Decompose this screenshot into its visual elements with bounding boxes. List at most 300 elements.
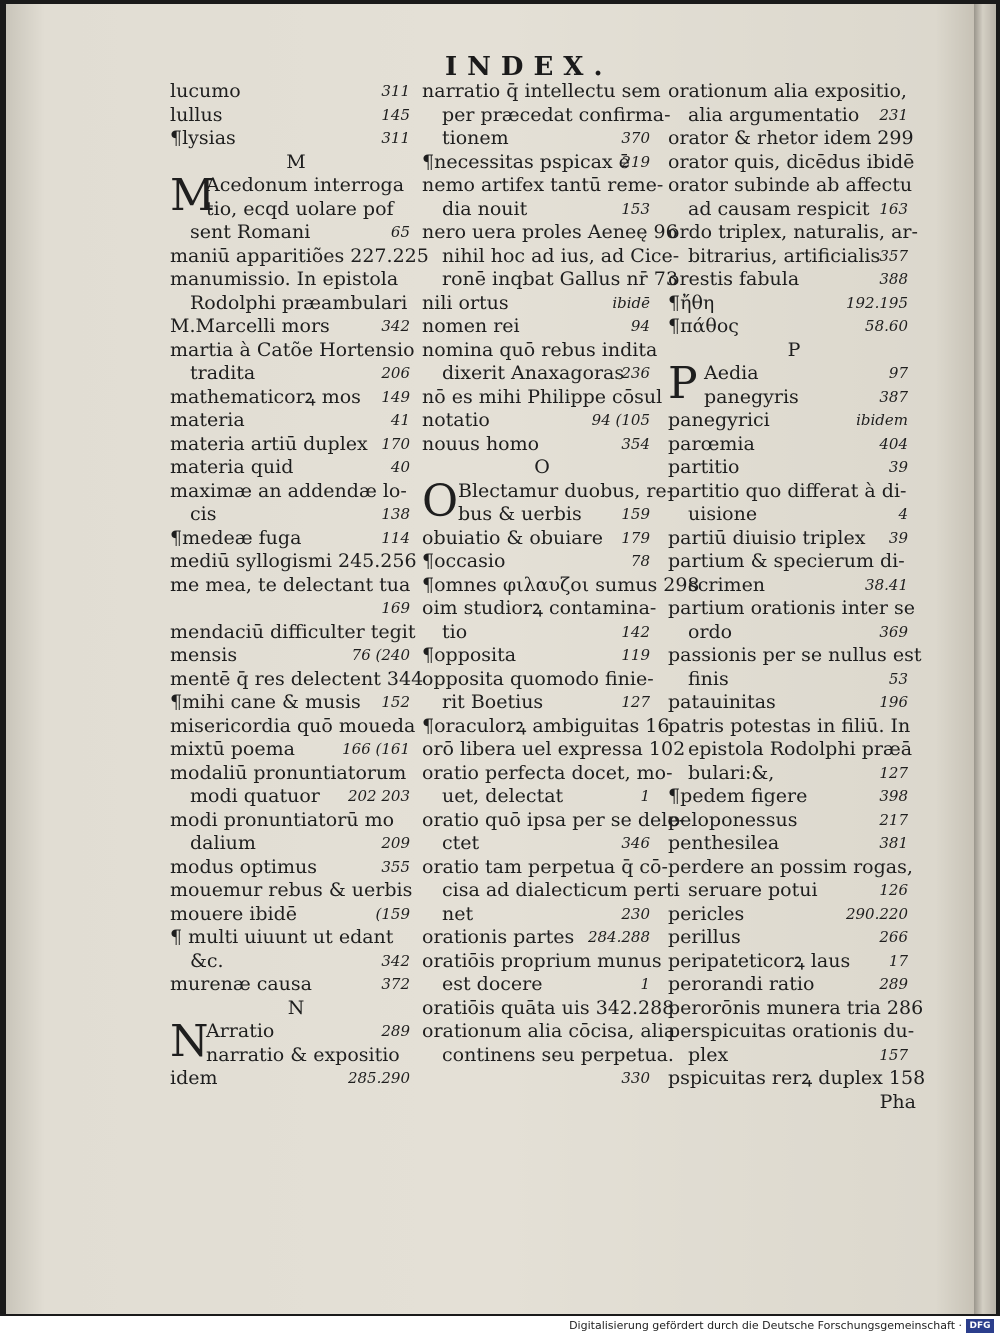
page-reference: 202 203	[347, 787, 410, 805]
index-entry	[422, 198, 662, 222]
entry-text: Acedonum interroga	[206, 174, 405, 196]
entry-text: Aedia	[704, 362, 759, 384]
page-reference: 346	[621, 834, 650, 852]
index-entry	[422, 597, 662, 621]
index-entry	[422, 292, 662, 316]
entry-text: modi pronuntiatorū mo	[170, 808, 395, 831]
entry-text: panegyris	[704, 385, 799, 408]
page-reference: 152	[381, 693, 410, 711]
entry-text: orationum alia expositio,	[668, 80, 907, 102]
entry-text: tradita	[190, 362, 256, 384]
entry-text: mathematicorꝝ mos	[170, 385, 361, 408]
entry-text: ¶ multi uiuunt ut edant	[170, 926, 394, 948]
entry-text: mediū syllogismi 245.256	[170, 550, 417, 572]
index-entry	[668, 715, 920, 739]
index-entry	[668, 1067, 926, 1091]
index-entry	[422, 644, 662, 668]
index-entry	[422, 1067, 662, 1091]
entry-text: bus & uerbis	[458, 503, 582, 525]
page-reference: 357	[879, 246, 908, 265]
index-entry	[668, 433, 920, 457]
page-reference: 1	[640, 787, 650, 805]
index-entry	[422, 855, 668, 880]
index-entry	[422, 973, 662, 997]
entry-text: nō es mihi Philippe cōsul	[422, 385, 663, 408]
page-reference: 157	[879, 1045, 908, 1064]
dfg-logo: DFG	[966, 1319, 994, 1333]
index-entry	[170, 1067, 422, 1091]
index-entry	[170, 104, 422, 128]
index-entry	[170, 198, 422, 222]
entry-text: oratiōis proprium munus	[422, 949, 662, 972]
index-entry	[170, 339, 422, 363]
index-entry	[422, 691, 662, 715]
entry-text: bulari:&,	[688, 761, 775, 784]
index-entry	[668, 151, 920, 175]
index-entry	[422, 996, 675, 1021]
page-reference: 284.288	[587, 928, 650, 946]
index-entry	[170, 480, 422, 504]
entry-text: orationum alia cōcisa, alia	[422, 1020, 676, 1042]
index-entry	[170, 856, 422, 880]
index-entry	[668, 785, 920, 809]
index-entry	[422, 668, 662, 692]
entry-text: materia quid	[170, 456, 294, 478]
entry-text: Rodolphi præambulari	[190, 291, 408, 314]
page-reference: 119	[621, 646, 650, 664]
index-entry	[668, 292, 920, 316]
entry-text: manumissio. In epistola	[170, 268, 399, 290]
page-reference: 127	[879, 763, 908, 782]
entry-text: tio	[442, 620, 468, 643]
index-entry	[170, 691, 422, 715]
entry-text: oim studiorꝝ contamina-	[422, 597, 657, 619]
page-reference: 381	[879, 834, 908, 852]
entry-text: dia nouit	[442, 197, 528, 220]
index-entry	[668, 198, 920, 222]
entry-text: est docere	[442, 973, 543, 995]
entry-text: materia	[170, 409, 245, 431]
entry-text: materia artiū duplex	[170, 432, 368, 455]
entry-text: orator & rhetor idem 299	[668, 127, 914, 149]
index-entry	[170, 644, 422, 668]
index-entry	[422, 80, 662, 104]
index-entry	[668, 926, 920, 950]
drop-cap: M	[170, 170, 216, 221]
entry-text: ¶necessitas pspicax ē	[422, 150, 630, 173]
index-entry	[422, 879, 680, 903]
entry-text: nero uera proles Aeneę 96	[422, 221, 678, 243]
page-reference: 311	[381, 129, 410, 147]
index-entry	[668, 174, 920, 198]
index-entry	[170, 621, 422, 645]
index-entry	[668, 691, 920, 715]
entry-text: tionem	[442, 127, 509, 149]
entry-text: ctet	[442, 832, 480, 854]
index-entry	[170, 903, 422, 927]
index-entry	[170, 926, 422, 950]
index-entry	[422, 903, 662, 927]
entry-text: obuiatio & obuiare	[422, 526, 603, 549]
index-entry	[668, 668, 920, 692]
entry-text: mentē q̄ res delectent 344	[170, 667, 424, 690]
page-reference: 142	[621, 622, 650, 641]
index-entry	[170, 879, 422, 903]
entry-text: orestis fabula	[668, 268, 800, 290]
entry-text: plex	[688, 1043, 729, 1066]
index-entry	[668, 315, 920, 339]
page-reference: 230	[621, 904, 650, 923]
entry-text: perorōnis munera tria 286	[668, 996, 924, 1019]
page-reference: 40	[390, 458, 410, 476]
entry-text: me mea, te delectant tua	[170, 573, 411, 596]
index-entry	[170, 738, 422, 762]
entry-text: nihil hoc ad ius, ad Cice-	[442, 244, 680, 267]
index-entry	[668, 973, 920, 997]
entry-text: modi quatuor	[190, 785, 320, 807]
index-entry	[668, 879, 920, 903]
entry-text: ¶occasio	[422, 550, 506, 572]
page-reference: 387	[879, 387, 908, 406]
index-entry	[668, 503, 920, 527]
section-letter	[668, 339, 920, 363]
index-entry	[422, 268, 678, 292]
index-entry	[422, 386, 662, 410]
entry-text: uisione	[688, 503, 758, 525]
entry-text: modaliū pronuntiatorum	[170, 761, 407, 784]
index-entry	[422, 151, 662, 175]
index-entry	[668, 950, 920, 974]
entry-text: partitio	[668, 456, 740, 478]
entry-text: &c.	[190, 949, 224, 972]
index-entry	[170, 668, 422, 692]
index-entry	[170, 950, 422, 974]
entry-text: martia à Catõe Hortensio	[170, 338, 415, 361]
entry-text: ad causam respicit	[688, 197, 870, 220]
index-entry	[170, 268, 422, 292]
page-reference: 153	[621, 199, 650, 218]
index-entry	[422, 527, 662, 551]
entry-text: murenæ causa	[170, 973, 312, 995]
entry-text: M	[286, 150, 306, 173]
index-entry	[422, 244, 680, 269]
page-reference: 170	[381, 434, 410, 453]
index-entry	[422, 127, 662, 151]
page-reference: 289	[381, 1022, 410, 1040]
entry-text: ¶πάθος	[668, 315, 739, 337]
entry-text: orationis partes	[422, 926, 575, 948]
entry-text: per præcedat confirma-	[442, 103, 671, 126]
index-entry	[668, 574, 920, 598]
index-entry	[668, 480, 920, 504]
entry-text: orator subinde ab affectu	[668, 174, 913, 196]
entry-text: ordo triplex, naturalis, ar-	[668, 221, 918, 243]
entry-text: orator quis, dicēdus ibidē	[668, 150, 915, 173]
drop-cap: P	[668, 358, 698, 409]
index-entry	[422, 1020, 676, 1044]
drop-cap: O	[422, 475, 459, 527]
entry-text: perillus	[668, 926, 741, 948]
page-reference: 1	[640, 975, 650, 993]
index-entry	[668, 809, 920, 833]
entry-text: idem	[170, 1067, 218, 1089]
entry-text: perorandi ratio	[668, 973, 815, 995]
entry-text: epistola Rodolphi præā	[688, 738, 913, 760]
page-reference: 219	[621, 152, 650, 171]
index-entry	[422, 738, 686, 762]
entry-text: mensis	[170, 644, 238, 666]
entry-text: narratio q̄ intellectu sem	[422, 80, 661, 102]
index-entry	[170, 785, 422, 809]
page-reference: 370	[621, 129, 650, 147]
entry-text: N	[287, 996, 305, 1019]
entry-text: bitrarius, artificialis	[688, 244, 881, 267]
page-reference: ibidem	[856, 411, 908, 429]
page-reference: 159	[621, 505, 650, 523]
index-entry	[668, 127, 920, 151]
entry-text: cis	[190, 503, 217, 525]
entry-text: cisa ad dialecticum perti	[442, 879, 680, 901]
entry-text: scrimen	[688, 573, 766, 596]
page-reference: 266	[879, 928, 908, 946]
page-reference: 127	[621, 693, 650, 711]
entry-text: lucumo	[170, 80, 241, 102]
entry-text: mixtū poema	[170, 738, 295, 760]
entry-text: partitio quo differat à di-	[668, 479, 907, 502]
digitization-footer	[0, 1316, 1000, 1337]
index-entry	[668, 621, 920, 645]
page-reference: 163	[879, 199, 908, 218]
page-reference: 145	[381, 105, 410, 124]
entry-text: pspicuitas rerꝝ duplex 158	[668, 1067, 926, 1089]
index-entry	[668, 644, 920, 668]
page-reference: 76 (240	[351, 646, 410, 664]
entry-text: nomina quō rebus indita	[422, 338, 658, 361]
entry-text: nili ortus	[422, 291, 509, 314]
page-reference: 217	[879, 810, 908, 829]
entry-text: partiū diuisio triplex	[668, 526, 866, 549]
entry-text: peloponessus	[668, 808, 798, 831]
entry-text: alia argumentatio	[688, 103, 860, 126]
index-entry	[668, 903, 920, 927]
entry-text: patauinitas	[668, 691, 776, 713]
page-reference: 398	[879, 787, 908, 805]
entry-text: partium orationis inter se	[668, 597, 915, 619]
page-reference: 126	[879, 881, 908, 899]
index-entry	[422, 785, 662, 809]
entry-text: ordo	[688, 620, 733, 643]
entry-text: nomen rei	[422, 315, 520, 337]
page-header: INDEX.	[445, 52, 613, 82]
entry-text: rit Boetius	[442, 691, 544, 713]
page-reference: ibidē	[612, 293, 650, 312]
index-entry	[170, 409, 422, 433]
index-entry	[422, 621, 662, 645]
index-entry	[668, 527, 920, 551]
entry-text: dalium	[190, 832, 256, 854]
index-entry	[422, 573, 700, 598]
page-reference: 289	[879, 975, 908, 993]
entry-text: sent Romani	[190, 221, 311, 243]
entry-text: nemo artifex tantū reme-	[422, 174, 664, 196]
page-reference: 169	[381, 599, 410, 617]
page-reference: 94 (105	[591, 411, 650, 429]
index-entry	[170, 809, 422, 833]
entry-text: ¶ἤθη	[668, 291, 715, 314]
index-entry	[668, 456, 920, 480]
page-reference: 196	[879, 693, 908, 711]
entry-text: peripateticorꝝ laus	[668, 949, 851, 972]
page-reference: 114	[381, 528, 410, 547]
page-reference: 39	[888, 458, 908, 476]
entry-text: maximæ an addendæ lo-	[170, 479, 407, 502]
page-reference: 192.195	[845, 293, 908, 312]
page-reference: 209	[381, 834, 410, 852]
page-reference: 65	[390, 223, 410, 241]
page-reference: 355	[381, 857, 410, 876]
entry-text: passionis per se nullus est	[668, 644, 922, 666]
entry-text: Pha	[879, 1090, 916, 1113]
section-letter	[422, 456, 662, 480]
index-entry	[668, 1020, 920, 1044]
page-reference: 166 (161	[342, 740, 410, 758]
page-reference: 206	[381, 364, 410, 382]
index-entry	[170, 386, 422, 410]
entry-text: ¶mihi cane & musis	[170, 691, 361, 713]
index-entry	[422, 174, 662, 198]
entry-text: misericordia quō moueda	[170, 714, 416, 737]
index-entry	[422, 103, 671, 128]
index-entry	[422, 221, 678, 245]
page-edge	[974, 4, 996, 1314]
index-entry	[668, 386, 920, 410]
entry-text: notatio	[422, 409, 490, 431]
index-entry	[170, 762, 422, 786]
entry-text: mouere ibidē	[170, 902, 298, 925]
index-entry	[422, 433, 662, 457]
entry-text: ¶pedem figere	[668, 785, 808, 807]
page-reference: 53	[888, 669, 908, 688]
entry-text: P	[787, 338, 801, 361]
page-reference: 17	[888, 951, 908, 970]
index-entry	[170, 1044, 422, 1068]
index-entry	[422, 761, 673, 786]
index-entry	[170, 527, 422, 551]
index-entry	[170, 574, 422, 598]
index-entry	[170, 80, 422, 104]
index-entry	[668, 762, 920, 786]
entry-text: partium & specierum di-	[668, 550, 905, 572]
page-reference: 138	[381, 505, 410, 523]
entry-text: Blectamur duobus, re-	[458, 479, 674, 502]
index-entry	[668, 832, 920, 856]
index-entry	[170, 832, 422, 856]
index-entry	[422, 503, 662, 527]
page-reference: 369	[879, 622, 908, 641]
page-reference: 38.41	[865, 575, 908, 594]
page-reference: 342	[381, 317, 410, 335]
page-reference: 330	[621, 1069, 650, 1087]
entry-text: net	[442, 902, 474, 925]
index-entry	[170, 973, 422, 997]
page-reference: 179	[621, 528, 650, 547]
entry-text: narratio & expositio	[206, 1043, 400, 1066]
page-reference: 4	[898, 505, 908, 523]
entry-text: oratio tam perpetua q̄ cō-	[422, 855, 668, 878]
index-entry	[668, 268, 920, 292]
index-entry	[668, 80, 920, 104]
entry-text: pericles	[668, 902, 745, 925]
entry-text: opposita quomodo finie-	[422, 667, 654, 690]
index-entry	[170, 362, 422, 386]
index-entry	[170, 244, 429, 269]
entry-text: continens seu perpetua.	[442, 1043, 674, 1066]
page-reference: 231	[879, 105, 908, 124]
entry-text: perdere an possim rogas,	[668, 855, 913, 878]
entry-text: patris potestas in filiū. In	[668, 714, 911, 737]
page-reference: 94	[630, 317, 650, 335]
entry-text: ¶opposita	[422, 644, 517, 666]
entry-text: ¶lysias	[170, 127, 236, 149]
entry-text: maniū apparitiões 227.225	[170, 244, 429, 267]
index-entry	[422, 409, 662, 433]
index-entry	[170, 597, 422, 621]
entry-text: modus optimus	[170, 855, 317, 878]
footer-text: Digitalisierung gefördert durch die Deutsche Forschungsgemeinschaft ·	[569, 1319, 962, 1332]
drop-cap: N	[170, 1016, 209, 1067]
page-reference: 58.60	[865, 317, 908, 335]
entry-text: oratio quō ipsa per se dele-	[422, 808, 685, 831]
index-entry	[422, 315, 662, 339]
entry-text: perspicuitas orationis du-	[668, 1020, 915, 1042]
page-reference: 404	[879, 434, 908, 453]
entry-text: lullus	[170, 103, 223, 126]
entry-text: M.Marcelli mors	[170, 315, 330, 337]
page-reference: 311	[381, 82, 410, 100]
index-entry	[170, 127, 422, 151]
entry-text: Arratio	[206, 1020, 275, 1042]
page-reference: 285.290	[347, 1069, 410, 1087]
index-entry	[170, 433, 422, 457]
index-entry	[668, 245, 920, 269]
entry-text: ¶omnes φιλαυζοι sumus 298	[422, 573, 700, 596]
entry-text: mouemur rebus & uerbis	[170, 879, 413, 901]
page-reference: 41	[390, 411, 410, 429]
index-entry	[422, 339, 662, 363]
entry-text: parœmia	[668, 432, 755, 455]
index-column-3	[668, 80, 926, 1114]
page-reference: 372	[381, 975, 410, 993]
index-entry	[170, 292, 422, 316]
index-entry	[170, 550, 422, 574]
page-reference: 354	[621, 434, 650, 453]
index-entry	[422, 1043, 674, 1068]
entry-text: nouus homo	[422, 432, 540, 455]
index-entry	[668, 597, 920, 621]
index-entry	[668, 409, 920, 433]
entry-text: ¶oraculorꝝ ambiguitas 16	[422, 714, 670, 737]
entry-text: ¶medeæ fuga	[170, 526, 302, 549]
index-entry	[170, 221, 422, 245]
page-reference: 388	[879, 270, 908, 288]
entry-text: tio, ecqd uolare pof	[206, 197, 394, 220]
index-entry	[422, 714, 670, 739]
index-entry	[422, 808, 685, 833]
page-reference: 290.220	[845, 904, 908, 923]
entry-text: ronē inqbat Gallus nr̄ 73	[442, 268, 678, 290]
entry-text: orō libera uel expressa 102	[422, 738, 686, 760]
index-entry	[668, 1091, 920, 1115]
